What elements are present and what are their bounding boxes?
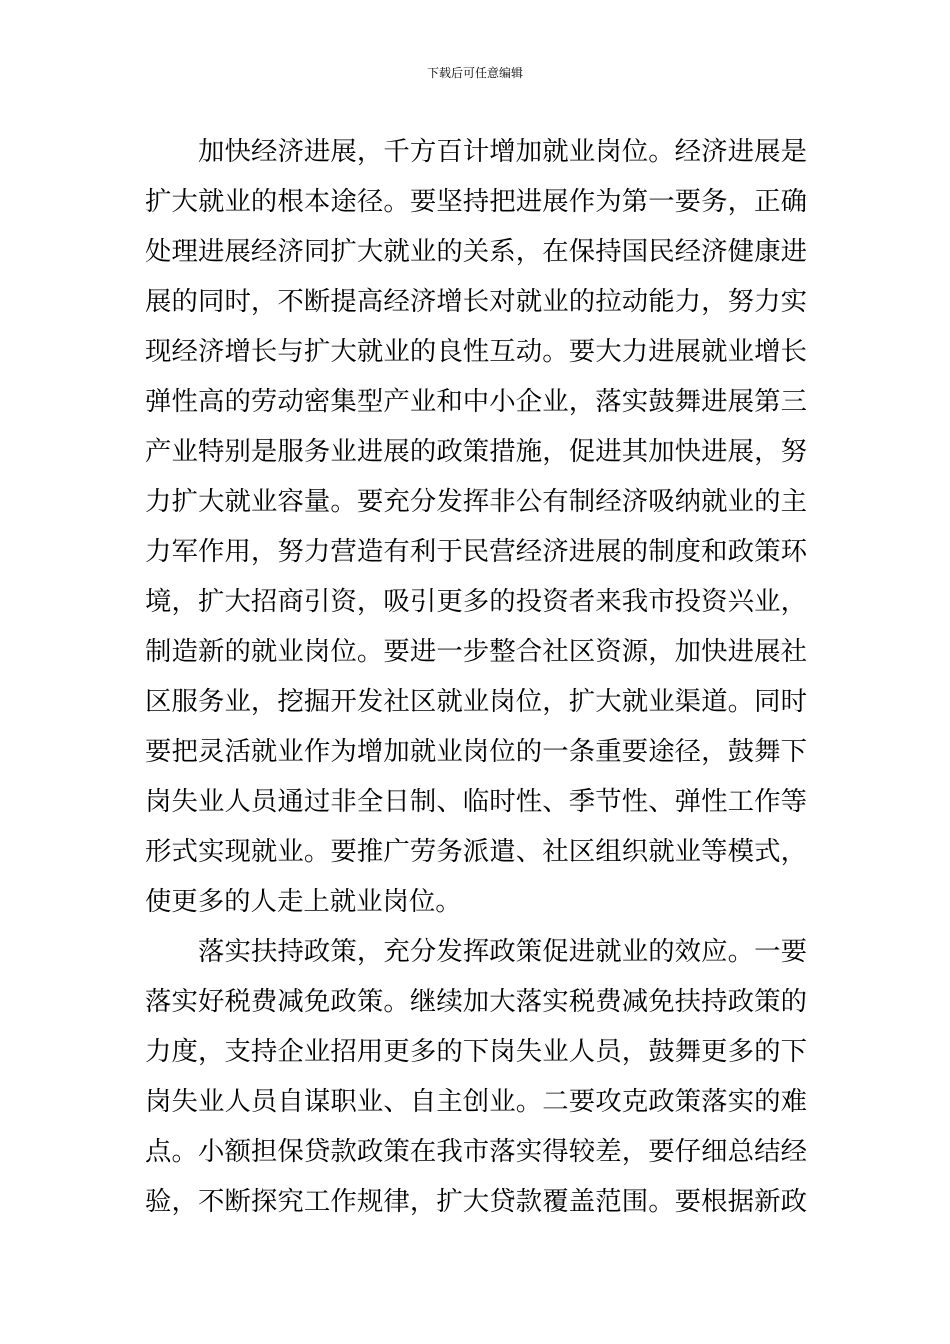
- paragraph-1: [145, 127, 807, 927]
- text-line: 产业特别是服务业进展的政策措施，促进其加快进展，努: [145, 436, 807, 467]
- text-line: 岗失业人员通过非全日制、临时性、季节性、弹性工作等: [145, 786, 807, 817]
- text-line: 弹性高的劳动密集型产业和中小企业，落实鼓舞进展第三: [145, 386, 807, 417]
- text-line: 力军作用，努力营造有利于民营经济进展的制度和政策环: [145, 536, 807, 567]
- text-line: 扩大就业的根本途径。要坚持把进展作为第一要务，正确: [145, 186, 807, 217]
- text-line: 使更多的人走上就业岗位。: [145, 886, 462, 917]
- text-line: 要把灵活就业作为增加就业岗位的一条重要途径，鼓舞下: [145, 736, 807, 767]
- text-line: 力扩大就业容量。要充分发挥非公有制经济吸纳就业的主: [145, 486, 807, 517]
- text-line: 境，扩大招商引资，吸引更多的投资者来我市投资兴业，: [145, 586, 807, 617]
- paragraph-2: [145, 927, 807, 1227]
- text-line: 展的同时，不断提高经济增长对就业的拉动能力，努力实: [145, 286, 807, 317]
- text-line: 点。小额担保贷款政策在我市落实得较差，要仔细总结经: [145, 1136, 807, 1167]
- text-line: 形式实现就业。要推广劳务派遣、社区组织就业等模式，: [145, 836, 807, 867]
- text-line: 岗失业人员自谋职业、自主创业。二要攻克政策落实的难: [145, 1086, 807, 1117]
- text-line: 加快经济进展，千方百计增加就业岗位。经济进展是: [198, 136, 807, 167]
- header-note: 下载后可任意编辑: [426, 66, 523, 80]
- text-line: 落实扶持政策，充分发挥政策促进就业的效应。一要: [198, 936, 807, 967]
- body-text: [145, 127, 807, 1227]
- text-line: 区服务业，挖掘开发社区就业岗位，扩大就业渠道。同时: [145, 686, 807, 717]
- text-line: 制造新的就业岗位。要进一步整合社区资源，加快进展社: [145, 636, 807, 667]
- text-line: 处理进展经济同扩大就业的关系，在保持国民经济健康进: [145, 236, 807, 267]
- text-line: 落实好税费减免政策。继续加大落实税费减免扶持政策的: [145, 986, 807, 1017]
- text-line: 验，不断探究工作规律，扩大贷款覆盖范围。要根据新政: [145, 1186, 807, 1217]
- text-line: 现经济增长与扩大就业的良性互动。要大力进展就业增长: [145, 336, 807, 367]
- text-line: 力度，支持企业招用更多的下岗失业人员，鼓舞更多的下: [145, 1036, 807, 1067]
